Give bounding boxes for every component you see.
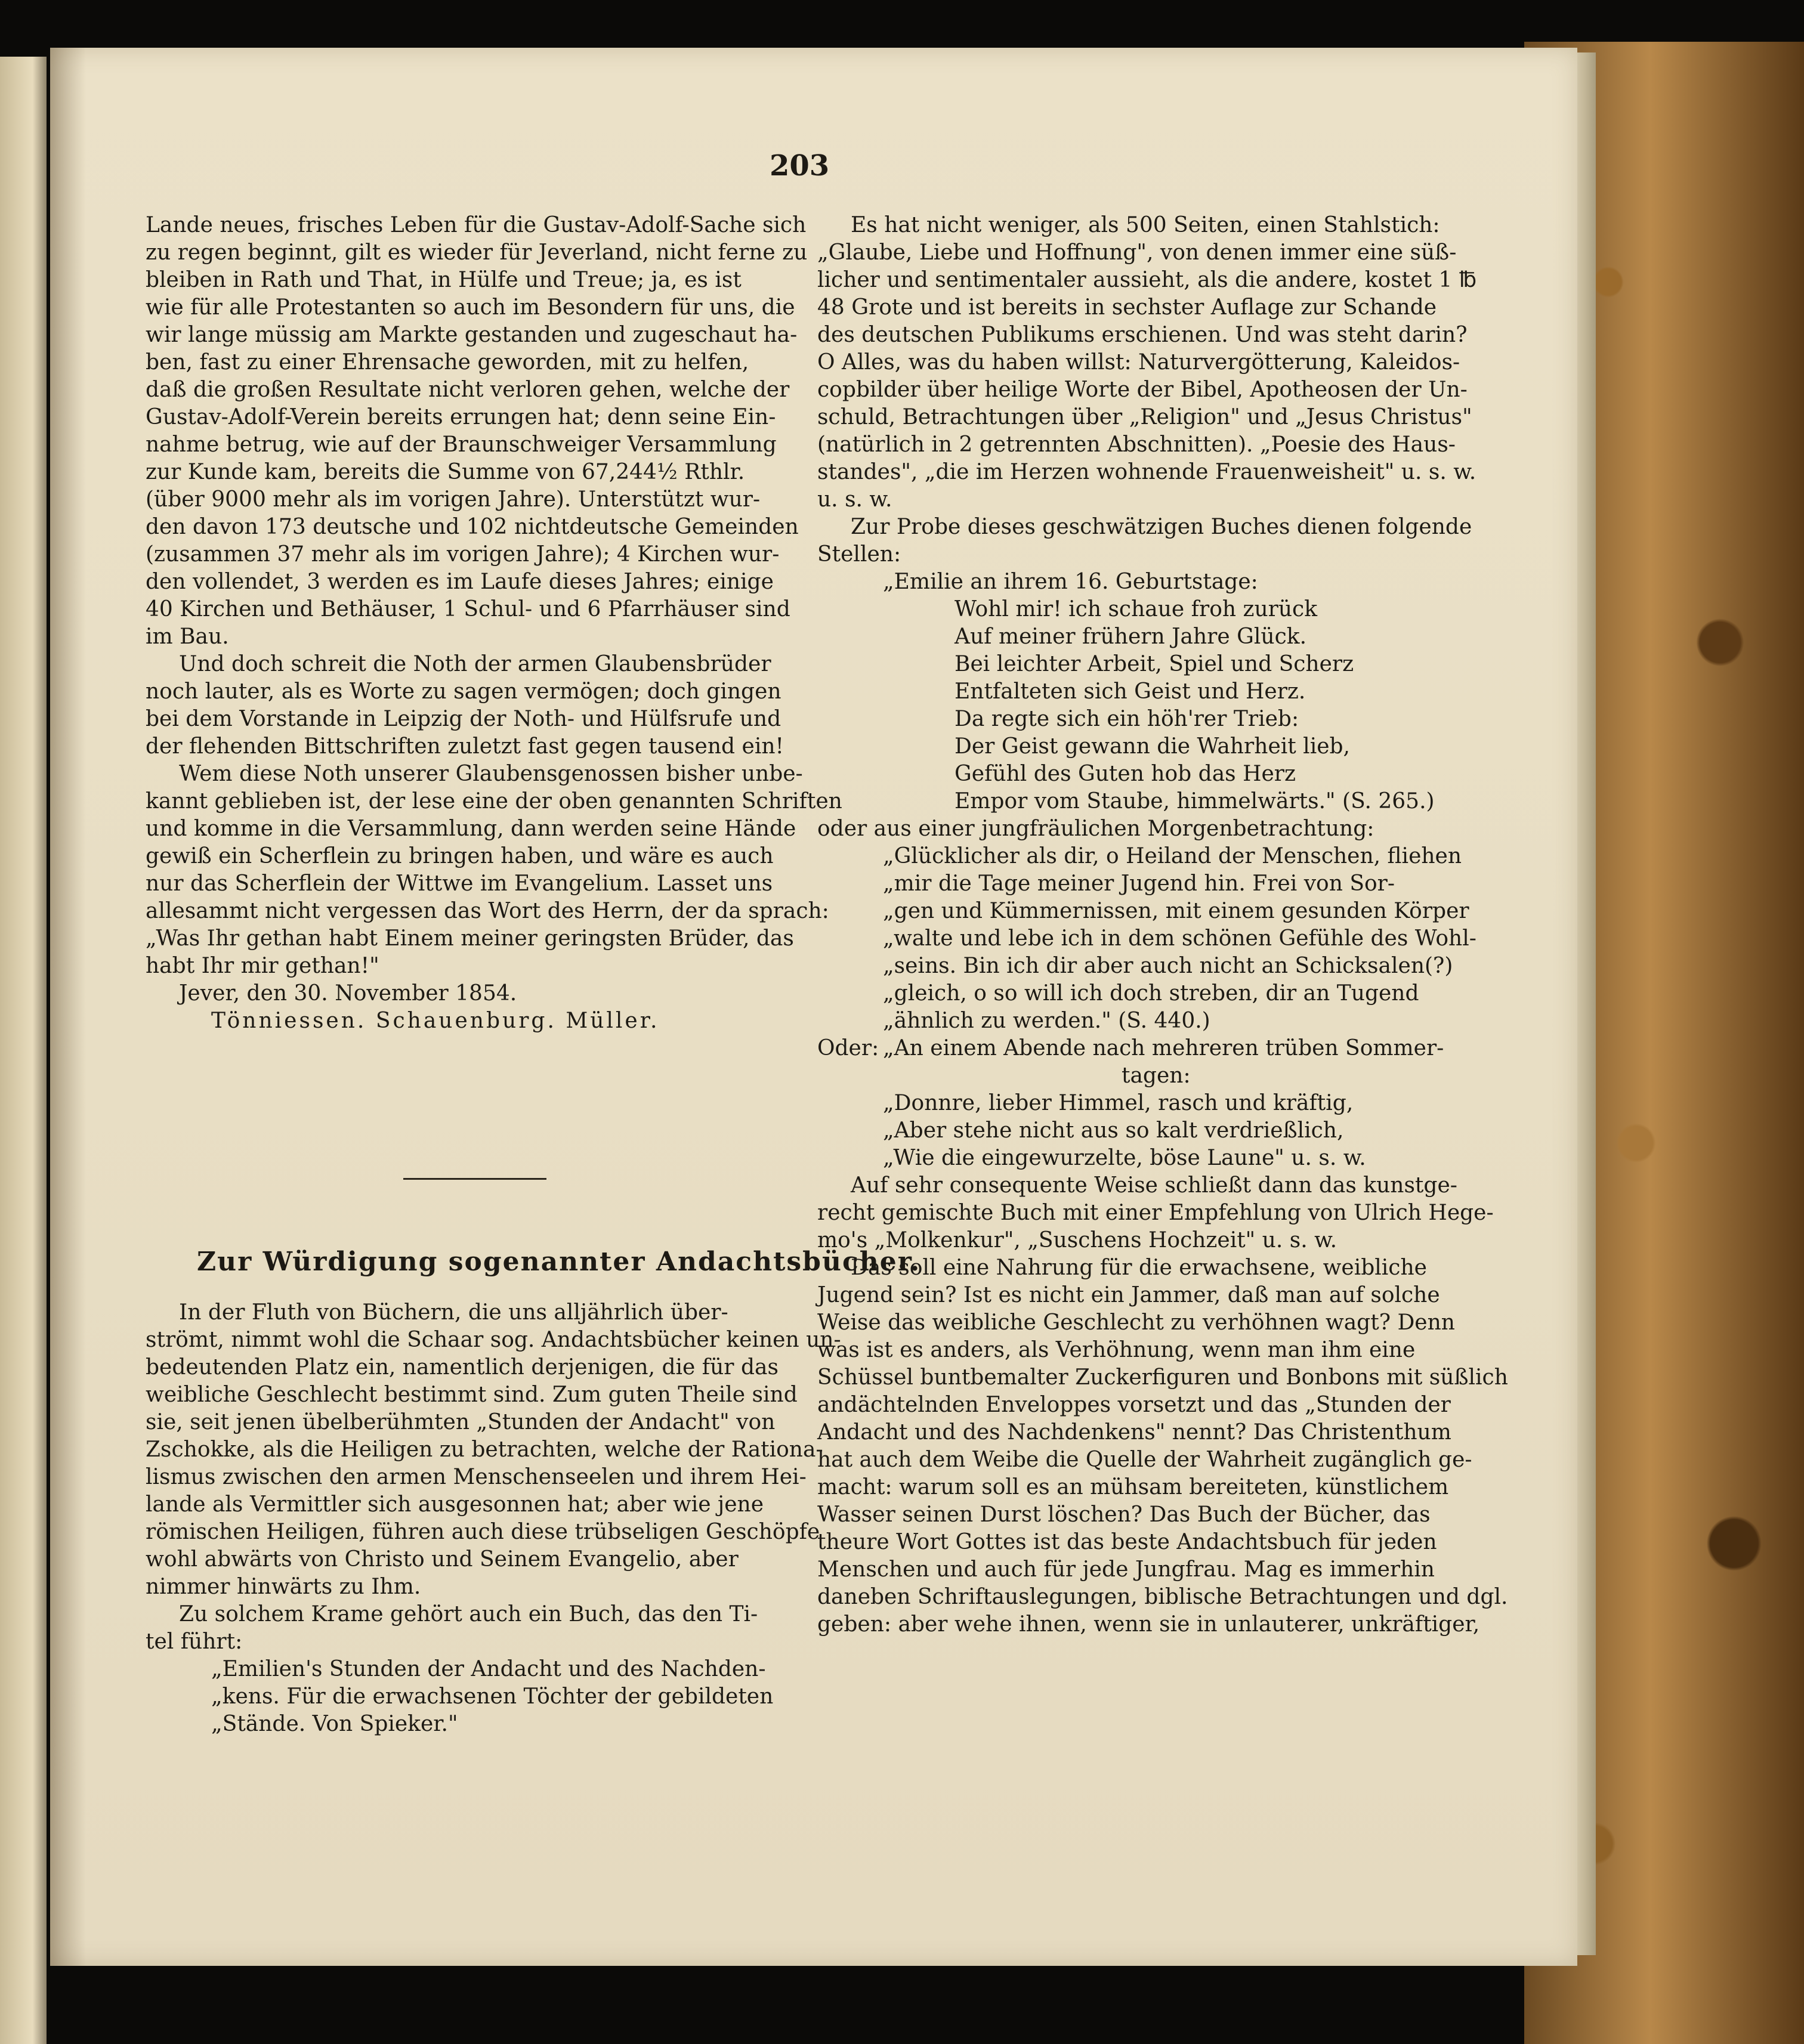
text-line: nur das Scherflein der Wittwe im Evangelium. Lasset uns	[146, 871, 773, 896]
text-line: „Glücklicher als dir, o Heiland der Menschen, fliehen	[883, 844, 1462, 868]
text-line: tel führt:	[146, 1629, 243, 1654]
article-heading: Zur Würdigung sogenannter Andachtsbücher.	[197, 1247, 921, 1277]
text-line: weibliche Geschlecht bestimmt sind. Zum guten Theile sind	[146, 1383, 798, 1407]
text-line: wir lange müssig am Markte gestanden und zugeschaut ha-	[146, 323, 798, 347]
text-line: den davon 173 deutsche und 102 nichtdeutsche Gemeinden	[146, 515, 799, 539]
text-line: zur Kunde kam, bereits die Summe von 67,244½ Rthlr.	[146, 460, 745, 484]
text-line: In der Fluth von Büchern, die uns alljährlich über-	[179, 1300, 728, 1325]
text-line: macht: warum soll es an mühsam bereiteten, künstlichem	[817, 1475, 1449, 1499]
text-line: schuld, Betrachtungen über „Religion" und „Jesus Christus"	[817, 405, 1472, 429]
text-line: ben, fast zu einer Ehrensache geworden, mit zu helfen,	[146, 350, 749, 375]
text-line: habt Ihr mir gethan!"	[146, 954, 379, 978]
text-line: Auf sehr consequente Weise schließt dann das kunstge-	[851, 1173, 1457, 1198]
text-line: „Emilie an ihrem 16. Geburtstage:	[883, 570, 1258, 594]
poem-line: Empor vom Staube, himmelwärts." (S. 265.)	[954, 789, 1435, 814]
text-line: Weise das weibliche Geschlecht zu verhöhnen wagt? Denn	[817, 1310, 1455, 1335]
text-line: wie für alle Protestanten so auch im Besondern für uns, die	[146, 295, 795, 320]
text-line: „Was Ihr gethan habt Einem meiner geringsten Brüder, das	[146, 926, 794, 951]
text-line: tagen:	[1122, 1063, 1191, 1088]
text-line: „Aber stehe nicht aus so kalt verdrießlich,	[883, 1118, 1344, 1143]
text-line: copbilder über heilige Worte der Bibel, Apotheosen der Un-	[817, 378, 1468, 402]
text-line: zu regen beginnt, gilt es wieder für Jeverland, nicht ferne zu	[146, 240, 808, 265]
text-line: „seins. Bin ich dir aber auch nicht an Schicksalen(?)	[883, 954, 1453, 978]
text-line: Wasser seinen Durst löschen? Das Buch der Bücher, das	[817, 1502, 1431, 1527]
text-line: hat auch dem Weibe die Quelle der Wahrheit zugänglich ge-	[817, 1448, 1472, 1472]
text-line: und komme in die Versammlung, dann werden seine Hände	[146, 817, 796, 841]
text-line: recht gemischte Buch mit einer Empfehlung von Ulrich Hege-	[817, 1201, 1494, 1225]
text-line: „Donnre, lieber Himmel, rasch und kräftig,	[883, 1091, 1354, 1115]
text-line: 48 Grote und ist bereits in sechster Auflage zur Schande	[817, 295, 1437, 320]
text-line: Zur Probe dieses geschwätzigen Buches dienen folgende	[851, 515, 1472, 539]
text-line: was ist es anders, als Verhöhnung, wenn man ihm eine	[817, 1338, 1416, 1362]
text-line: daneben Schriftauslegungen, biblische Betrachtungen und dgl.	[817, 1585, 1508, 1609]
text-line: „Stände. Von Spieker."	[211, 1712, 458, 1736]
text-line: strömt, nimmt wohl die Schaar sog. Andachtsbücher keinen un-	[146, 1328, 841, 1352]
left-column-article	[146, 1299, 841, 1738]
text-line: wohl abwärts von Christo und Seinem Evangelio, aber	[146, 1547, 739, 1572]
text-line: (über 9000 mehr als im vorigen Jahre). Unterstützt wur-	[146, 487, 761, 512]
binding-gutter-shadow	[50, 48, 86, 1966]
text-line: andächtelnden Enveloppes vorsetzt und das „Stunden der	[817, 1393, 1451, 1417]
text-line: Gustav-Adolf-Verein bereits errungen hat; denn seine Ein-	[146, 405, 776, 429]
oder-text: „An einem Abende nach mehreren trüben Sommer-	[883, 1036, 1444, 1060]
text-line: bedeutenden Platz ein, namentlich derjenigen, die für das	[146, 1355, 779, 1380]
text-line: „gleich, o so will ich doch streben, dir an Tugend	[883, 981, 1419, 1006]
text-line: lismus zwischen den armen Menschenseelen und ihrem Hei-	[146, 1465, 807, 1489]
text-line: theure Wort Gottes ist das beste Andachtsbuch für jeden	[817, 1530, 1437, 1554]
text-line: geben: aber wehe ihnen, wenn sie in unlauterer, unkräftiger,	[817, 1612, 1480, 1637]
text-line: Schüssel buntbemalter Zuckerfiguren und Bonbons mit süßlich	[817, 1365, 1508, 1390]
text-line: nimmer hinwärts zu Ihm.	[146, 1575, 421, 1599]
facing-page-edge	[0, 57, 47, 2044]
text-line: „ähnlich zu werden." (S. 440.)	[883, 1009, 1210, 1033]
poem-line: Der Geist gewann die Wahrheit lieb,	[954, 734, 1350, 759]
text-line: lande als Vermittler sich ausgesonnen hat; aber wie jene	[146, 1492, 764, 1517]
oder-line	[817, 1035, 1462, 1062]
text-line: Das soll eine Nahrung für die erwachsene, weibliche	[851, 1256, 1427, 1280]
text-line: (zusammen 37 mehr als im vorigen Jahre); 4 Kirchen wur-	[146, 542, 780, 567]
text-line: „kens. Für die erwachsenen Töchter der gebildeten	[211, 1684, 774, 1709]
text-line: Und doch schreit die Noth der armen Glaubensbrüder	[179, 652, 771, 676]
text-line: kannt geblieben ist, der lese eine der oben genannten Schriften	[146, 789, 842, 814]
text-line: sie, seit jenen übelberühmten „Stunden der Andacht" von	[146, 1410, 776, 1434]
text-line: „Glaube, Liebe und Hoffnung", von denen immer eine süß-	[817, 240, 1457, 265]
left-column	[146, 212, 842, 1035]
text-line: „walte und lebe ich in dem schönen Gefühle des Wohl-	[883, 926, 1476, 951]
text-line: 40 Kirchen und Bethäuser, 1 Schul- und 6 Pfarrhäuser sind	[146, 597, 790, 621]
text-line: (natürlich in 2 getrennten Abschnitten). „Poesie des Haus-	[817, 432, 1456, 457]
text-line: daß die großen Resultate nicht verloren gehen, welche der	[146, 378, 790, 402]
text-line: „mir die Tage meiner Jugend hin. Frei von Sor-	[883, 871, 1395, 896]
text-line: bleiben in Rath und That, in Hülfe und Treue; ja, es ist	[146, 268, 742, 292]
text-line: nahme betrug, wie auf der Braunschweiger Versammlung	[146, 432, 777, 457]
text-line: Menschen und auch für jede Jungfrau. Mag es immerhin	[817, 1557, 1435, 1582]
text-line: bei dem Vorstande in Leipzig der Noth- und Hülfsrufe und	[146, 707, 781, 731]
text-line: römischen Heiligen, führen auch diese trübseligen Geschöpfe	[146, 1520, 820, 1544]
text-line: Lande neues, frisches Leben für die Gustav-Adolf-Sache sich	[146, 213, 807, 237]
text-line: licher und sentimentaler aussieht, als die andere, kostet 1 ℔	[817, 268, 1477, 292]
text-line: u. s. w.	[817, 487, 892, 512]
page-number: 203	[770, 149, 830, 183]
text-line: standes", „die im Herzen wohnende Frauenweisheit" u. s. w.	[817, 460, 1476, 484]
text-line: O Alles, was du haben willst: Naturvergötterung, Kaleidos-	[817, 350, 1460, 375]
poem-line: Da regte sich ein höh'rer Trieb:	[954, 707, 1299, 731]
poem-line: Entfalteten sich Geist und Herz.	[954, 679, 1306, 704]
signature-line: Tönniessen. Schauenburg. Müller.	[211, 1009, 660, 1033]
poem-line: Gefühl des Guten hob das Herz	[954, 762, 1296, 786]
text-line: Andacht und des Nachdenkens" nennt? Das Christenthum	[817, 1420, 1451, 1445]
poem-line: Bei leichter Arbeit, Spiel und Scherz	[954, 652, 1354, 676]
text-line: Zu solchem Krame gehört auch ein Buch, das den Ti-	[179, 1602, 758, 1626]
text-line: der flehenden Bittschriften zuletzt fast gegen tausend ein!	[146, 734, 784, 759]
text-line: Jugend sein? Ist es nicht ein Jammer, daß man auf solche	[817, 1283, 1440, 1307]
text-line: „Emilien's Stunden der Andacht und des Nachden-	[211, 1657, 766, 1681]
text-line: des deutschen Publikums erschienen. Und was steht darin?	[817, 323, 1468, 347]
oder-label: Oder:	[817, 1036, 879, 1060]
right-column	[817, 212, 1508, 1638]
text-line: Stellen:	[817, 542, 901, 567]
text-line: den vollendet, 3 werden es im Laufe dieses Jahres; einige	[146, 570, 774, 594]
poem-line: Auf meiner frühern Jahre Glück.	[954, 624, 1307, 649]
text-line: Wem diese Noth unserer Glaubensgenossen bisher unbe-	[179, 762, 803, 786]
text-line: im Bau.	[146, 624, 229, 649]
text-line: noch lauter, als es Worte zu sagen vermögen; doch gingen	[146, 679, 781, 704]
text-line: gewiß ein Scherflein zu bringen haben, und wäre es auch	[146, 844, 774, 868]
text-line: Jever, den 30. November 1854.	[179, 981, 517, 1006]
text-line: allesammt nicht vergessen das Wort des Herrn, der da sprach:	[146, 899, 829, 923]
text-line: „Wie die eingewurzelte, böse Laune" u. s. w.	[883, 1146, 1366, 1170]
poem-line: Wohl mir! ich schaue froh zurück	[954, 597, 1318, 621]
text-line: „gen und Kümmernissen, mit einem gesunden Körper	[883, 899, 1469, 923]
text-line: Es hat nicht weniger, als 500 Seiten, einen Stahlstich:	[851, 213, 1440, 237]
section-divider-rule	[403, 1178, 546, 1180]
text-line: Zschokke, als die Heiligen zu betrachten, welche der Rationa-	[146, 1437, 823, 1462]
text-line: oder aus einer jungfräulichen Morgenbetrachtung:	[817, 817, 1374, 841]
text-line: mo's „Molkenkur", „Suschens Hochzeit" u. s. w.	[817, 1228, 1337, 1253]
